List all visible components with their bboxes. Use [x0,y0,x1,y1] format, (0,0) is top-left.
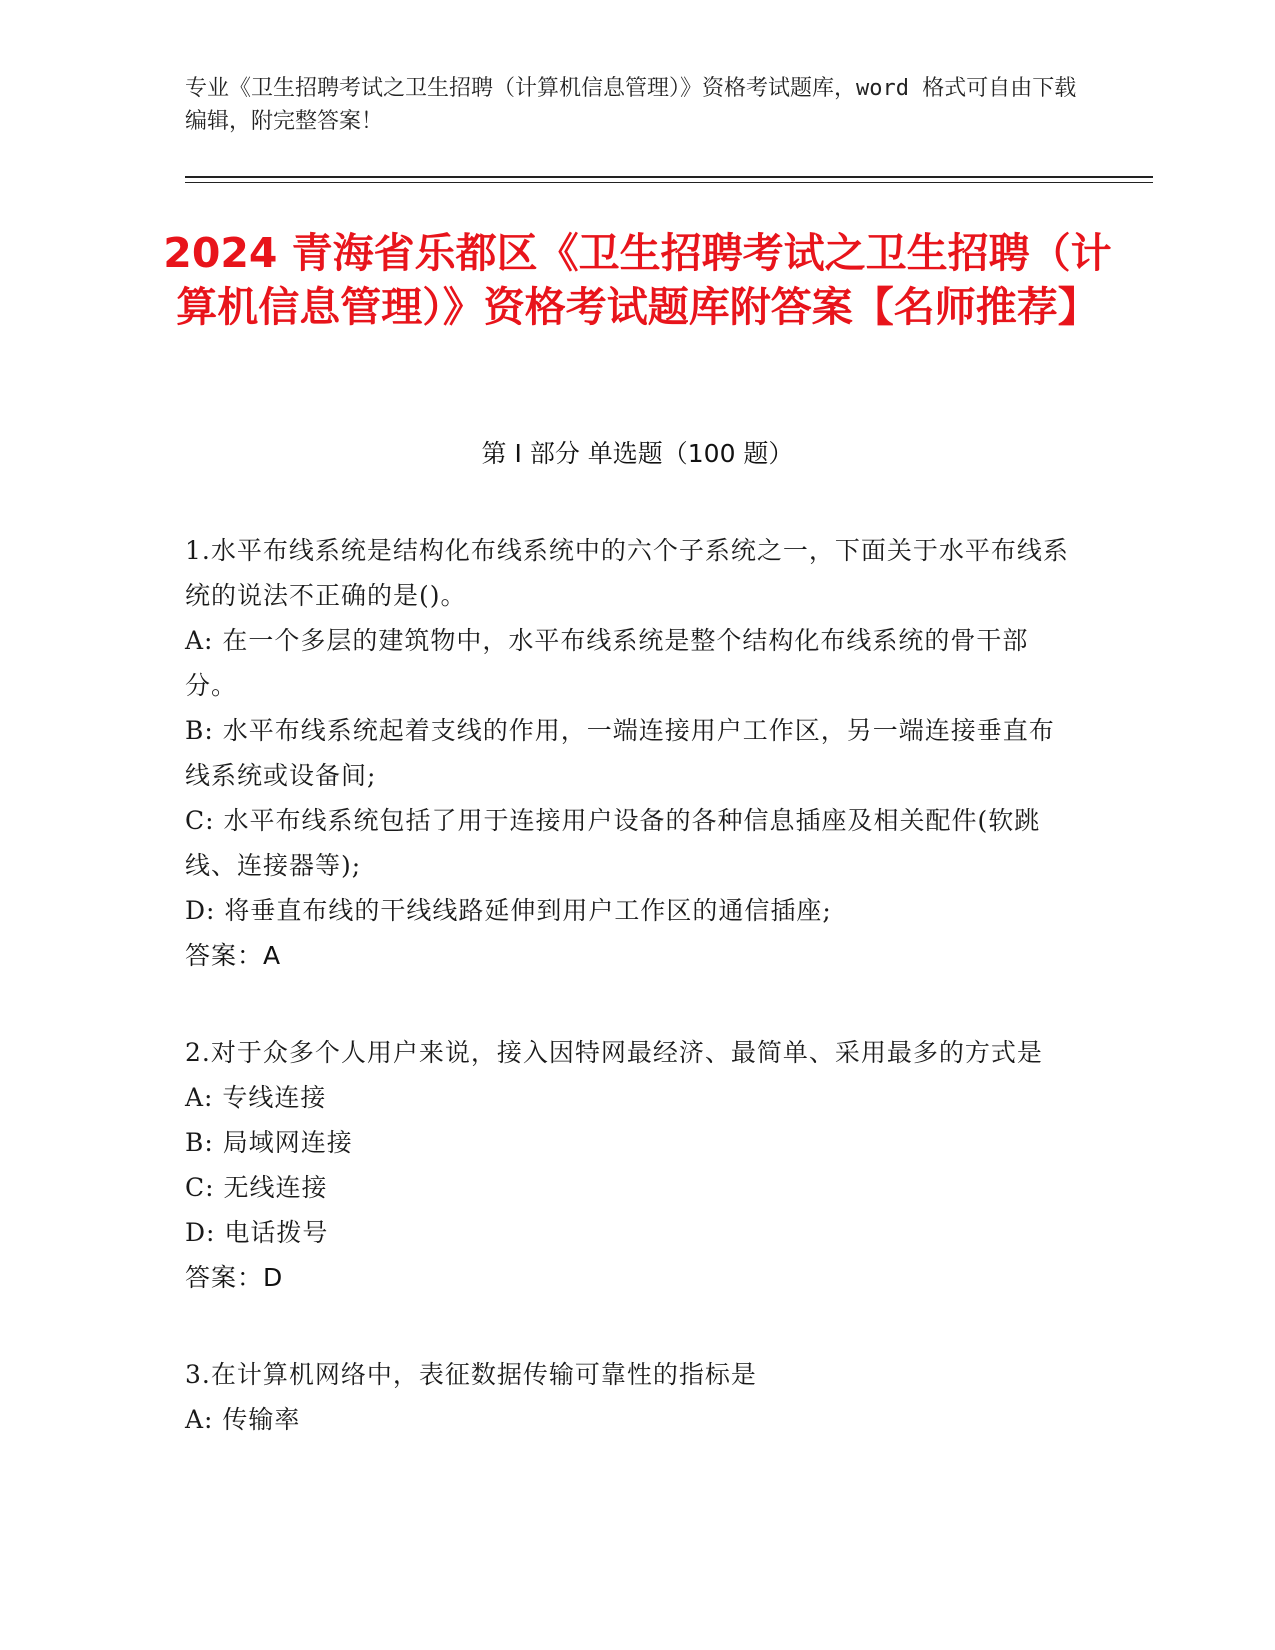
question-stem: 3.在计算机网络中，表征数据传输可靠性的指标是 [185,1360,757,1389]
option-a: A: 在一个多层的建筑物中，水平布线系统是整个结构化布线系统的骨干部分。 [185,626,1029,700]
option-d: D: 电话拨号 [185,1218,329,1247]
option-a: A: 专线连接 [185,1083,327,1112]
answer: 答案：D [185,1263,284,1292]
header-divider-thin [185,182,1153,183]
option-c: C: 水平布线系统包括了用于连接用户设备的各种信息插座及相关配件(软跳线、连接器等); [185,806,1041,880]
question-stem: 2.对于众多个人用户来说，接入因特网最经济、最简单、采用最多的方式是 [185,1038,1043,1067]
option-b: B: 局域网连接 [185,1128,353,1157]
header-divider-thick [185,176,1153,178]
option-a: A: 传输率 [185,1405,301,1434]
option-d: D: 将垂直布线的干线线路延伸到用户工作区的通信插座; [185,896,832,925]
option-c: C: 无线连接 [185,1173,328,1202]
header-note: 专业《卫生招聘考试之卫生招聘（计算机信息管理）》资格考试题库，word 格式可自由下载编辑，附完整答案！ [185,76,1077,134]
section-title: 第 I 部分 单选题（100 题） [481,439,794,468]
question-3 [185,1352,1075,1442]
option-b: B: 水平布线系统起着支线的作用，一端连接用户工作区，另一端连接垂直布线系统或设备间; [185,716,1055,790]
answer: 答案：A [185,941,282,970]
question-2 [185,1030,1075,1300]
question-list [185,528,1075,1494]
document-title: 2024 青海省乐都区《卫生招聘考试之卫生招聘（计算机信息管理）》资格考试题库附答案【名师推荐】 [163,229,1112,331]
question-stem: 1.水平布线系统是结构化布线系统中的六个子系统之一，下面关于水平布线系统的说法不正确的是()。 [185,536,1069,610]
question-1 [185,528,1075,978]
